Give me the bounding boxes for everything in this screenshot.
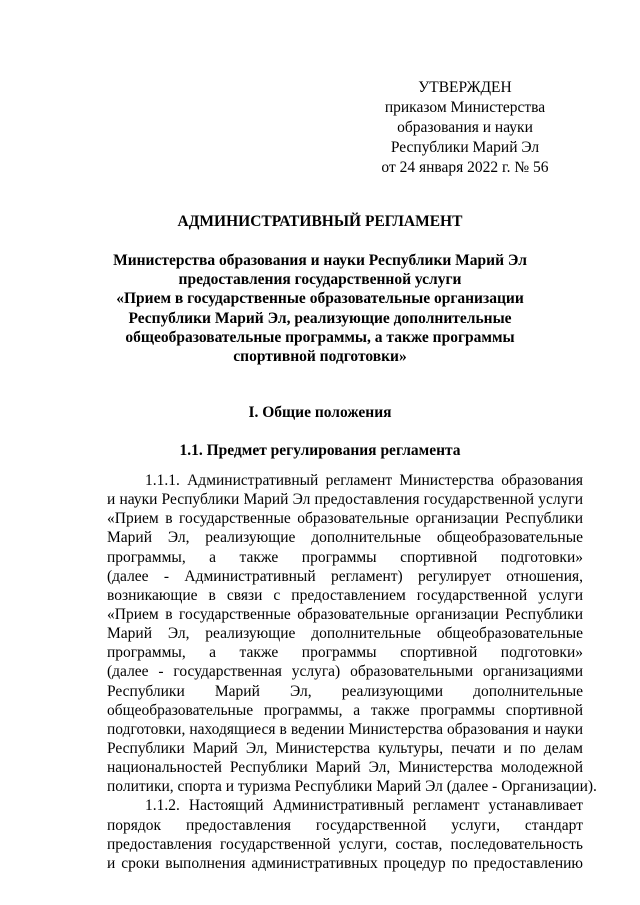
subsection-heading: 1.1. Предмет регулирования регламента [179, 442, 461, 459]
section-heading: I. Общие положения [248, 404, 392, 421]
subtitle-line: общеобразовательные программы, а также программы [125, 328, 515, 346]
paragraph-line: порядок предоставления государственной услуги, стандарт [107, 816, 583, 834]
paragraph-line: «Прием в государственные образовательные организации Республики [107, 510, 583, 528]
approval-line: от 24 января 2022 г. № 56 [381, 159, 549, 176]
paragraph-line: программы, а также программы спортивной подготовки» [107, 644, 583, 662]
paragraph-line: Марий Эл, реализующие дополнительные общеобразовательные [107, 625, 583, 643]
paragraph-line: «Прием в государственные образовательные организации Республики [107, 605, 583, 623]
subtitle-line: «Прием в государственные образовательные организации [116, 290, 524, 308]
paragraph-line: и сроки выполнения административных процедур по предоставлению [107, 854, 583, 872]
paragraph-line: подготовки, находящиеся в ведении Министерства образования и науки [107, 720, 583, 738]
approval-line: Республики Марий Эл [390, 139, 540, 156]
approval-stamp [340, 78, 590, 178]
document-subtitle [100, 251, 540, 366]
paragraph-line: национальностей Республики Марий Эл, Министерства молодежной [107, 759, 583, 777]
paragraph-line: Республики Марий Эл, Министерства культуры, печати и по делам [107, 739, 583, 757]
subtitle-line: Министерства образования и науки Республики Марий Эл [113, 252, 527, 269]
approval-line: образования и науки [397, 119, 533, 136]
subtitle-line: спортивной подготовки» [233, 348, 407, 366]
paragraph-line: политики, спорта и туризма Республики Марий Эл (далее - Организации). [107, 778, 597, 796]
paragraph-line: и науки Республики Марий Эл предоставления государственной услуги [107, 491, 583, 509]
paragraph-line: (далее - Административный регламент) регулирует отношения, [107, 567, 583, 585]
paragraph-line: 1.1.2. Настоящий Административный регламент устанавливает [145, 797, 583, 815]
body-text [107, 471, 597, 873]
approval-line: УТВЕРЖДЕН [418, 79, 512, 96]
paragraph-line: Республики Марий Эл, реализующими дополнительные [107, 682, 583, 700]
paragraph-line: предоставления государственной услуги, состав, последовательность [107, 835, 583, 853]
paragraph-line: (далее - государственная услуга) образовательными организациями [107, 663, 583, 681]
paragraph-1-1-2 [107, 796, 583, 873]
paragraph-line: программы, а также программы спортивной подготовки» [107, 548, 583, 566]
document-title: АДМИНИСТРАТИВНЫЙ РЕГЛАМЕНТ [177, 213, 463, 230]
paragraph-line: возникающие в связи с предоставлением государственной услуги [107, 586, 583, 604]
subtitle-line: Республики Марий Эл, реализующие дополнительные [128, 309, 512, 327]
subtitle-line: предоставления государственной услуги [178, 271, 462, 289]
paragraph-line: Марий Эл, реализующие дополнительные общеобразовательные [107, 529, 583, 547]
approval-line: приказом Министерства [384, 99, 546, 116]
paragraph-line: 1.1.1. Административный регламент Министерства образования [145, 472, 583, 489]
paragraph-line: общеобразовательные программы, а также программы спортивной [107, 701, 583, 719]
paragraph-1-1-1 [107, 471, 597, 796]
